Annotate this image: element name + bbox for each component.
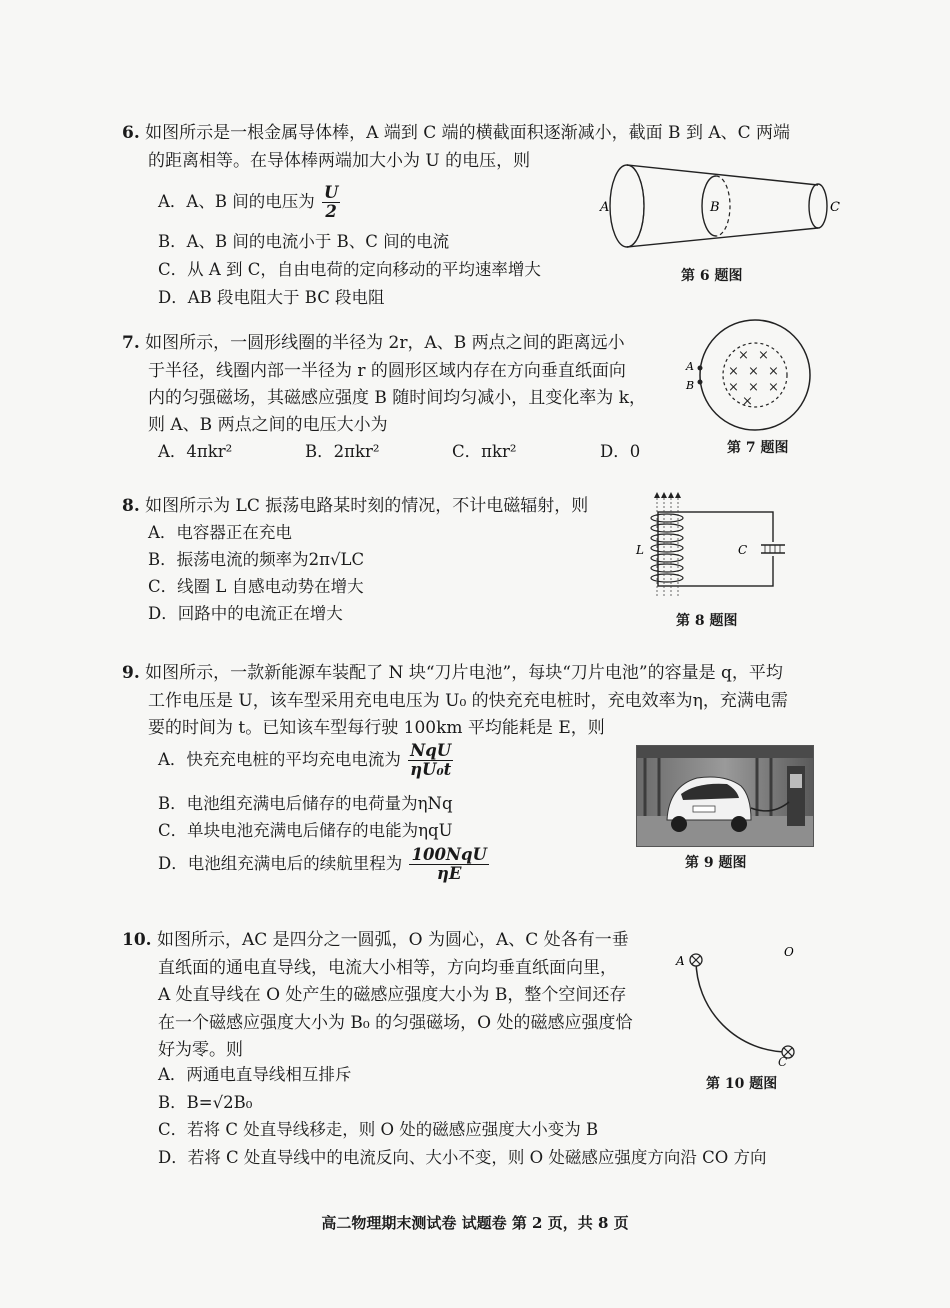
q6-option-a-text: A．A、B 间的电压为 <box>158 192 315 211</box>
q7-cross: × <box>758 348 769 363</box>
q6-bottom-edge <box>627 228 818 247</box>
q8-lc-circuit-figure <box>630 490 790 605</box>
q9-option-d-text: D．电池组充满电后的续航里程为 <box>158 854 403 873</box>
q7-label-b: B <box>686 379 695 392</box>
q9-option-a <box>158 742 453 779</box>
q7-option-c: C．πkr² <box>452 442 517 461</box>
q10-stem-line2: 直纸面的通电直导线，电流大小相等，方向均垂直纸面向里， <box>158 958 617 978</box>
q6-top-edge <box>627 165 818 185</box>
q6-fraction-denominator: 2 <box>325 202 337 221</box>
q7-cross: × <box>768 364 779 379</box>
q8-caption: 第 8 题图 <box>676 613 738 629</box>
q7-cross: × <box>742 394 753 409</box>
q6-stem-line2: 的距离相等。在导体棒两端加大小为 U 的电压，则 <box>148 151 531 171</box>
q9-stem-line2: 工作电压是 U，该车型采用充电电压为 U₀ 的快充充电桩时，充电效率为η，充满电需 <box>148 691 788 711</box>
q7-cross: × <box>738 348 749 363</box>
q7-stem-line3: 内的匀强磁场，其磁感应强度 B 随时间均匀减小，且变化率为 k， <box>148 388 647 408</box>
q7-cross: × <box>748 380 759 395</box>
q10-stem-line4: 在一个磁感应强度大小为 B₀ 的匀强磁场，O 处的磁感应强度恰 <box>158 1013 633 1033</box>
q6-end-a-ellipse <box>610 165 644 247</box>
q7-option-d: D．0 <box>600 442 641 461</box>
q6-end-a-dashed <box>627 165 644 247</box>
q7-stem-line1 <box>122 332 625 354</box>
q8-option-c: C．线圈 L 自感电动势在增大 <box>148 577 364 596</box>
q9-a-numerator: NqU <box>410 741 452 760</box>
q9-caption: 第 9 题图 <box>685 855 747 871</box>
q7-cross: × <box>728 364 739 379</box>
q8-option-a: A．电容器正在充电 <box>148 523 292 542</box>
q8-label-l: L <box>636 543 644 557</box>
q10-option-a: A．两通电直导线相互排斥 <box>158 1065 352 1084</box>
q8-option-d: D．回路中的电流正在增大 <box>148 604 343 623</box>
q9-option-d-fraction <box>409 846 488 883</box>
q8-number: 8. <box>122 496 140 516</box>
q7-stem-line4: 则 A、B 两点之间的电压大小为 <box>148 415 388 435</box>
q10-option-b: B．B=√2B₀ <box>158 1093 253 1112</box>
q6-option-d: D．AB 段电阻大于 BC 段电阻 <box>158 288 385 307</box>
q10-label-a: A <box>676 954 685 968</box>
q10-stem-line3: A 处直导线在 O 处产生的磁感应强度大小为 B，整个空间还存 <box>158 985 627 1005</box>
q7-number: 7. <box>122 333 140 353</box>
q10-stem-line1 <box>122 929 629 951</box>
q9-option-b: B．电池组充满电后储存的电荷量为ηNq <box>158 794 453 813</box>
q9-a-denominator: ηU₀t <box>410 760 452 779</box>
q9-number: 9. <box>122 663 140 683</box>
q7-caption: 第 7 题图 <box>727 440 789 456</box>
q10-stem-line5: 好为零。则 <box>158 1040 243 1060</box>
q10-number: 10. <box>122 930 152 950</box>
q8-field-arrows <box>654 492 681 498</box>
q9-car-illustration <box>637 746 813 846</box>
q7-cross: × <box>768 380 779 395</box>
q7-stem-line2: 于半径，线圈内部一半径为 r 的圆形区域内存在方向垂直纸面向 <box>148 361 626 381</box>
page-footer: 高二物理期末测试卷 试题卷 第 2 页，共 8 页 <box>321 1214 629 1232</box>
q8-option-b: B．振荡电流的频率为2π√LC <box>148 550 365 569</box>
q6-option-a-fraction <box>322 184 340 221</box>
q7-field-crosses <box>728 348 779 409</box>
q8-label-c: C <box>738 543 748 557</box>
q10-quarter-arc <box>696 960 788 1052</box>
q7-cross: × <box>728 380 739 395</box>
q7-point-b <box>698 380 703 385</box>
q10-label-c: C <box>778 1055 788 1069</box>
q8-stem-line1 <box>122 495 588 517</box>
q6-end-c-ellipse <box>809 184 827 228</box>
q10-stem1-text: 如图所示，AC 是四分之一圆弧，O 为圆心，A、C 处各有一垂 <box>156 930 629 950</box>
q8-stem1-text: 如图所示为 LC 振荡电路某时刻的情况，不计电磁辐射，则 <box>145 496 589 516</box>
q9-car-photo <box>636 745 814 847</box>
q7-point-a <box>698 366 703 371</box>
q10-caption: 第 10 题图 <box>706 1076 778 1092</box>
q9-d-numerator: 100NqU <box>411 845 487 864</box>
q6-fraction-numerator: U <box>323 183 339 202</box>
q9-option-a-text: A．快充充电桩的平均充电电流为 <box>158 750 401 769</box>
q10-label-o: O <box>784 945 794 959</box>
q10-arc-figure <box>670 940 810 1060</box>
q7-label-a: A <box>686 360 694 373</box>
q9-d-denominator: ηE <box>436 864 462 883</box>
q6-caption: 第 6 题图 <box>681 268 743 284</box>
q9-option-d <box>158 846 489 883</box>
q6-label-b: B <box>710 200 720 215</box>
q6-stem-line1 <box>122 122 790 144</box>
q6-option-a <box>158 184 340 221</box>
q10-option-c: C．若将 C 处直导线移走，则 O 处的磁感应强度大小变为 B <box>158 1120 599 1139</box>
q9-stem1-text: 如图所示，一款新能源车装配了 N 块“刀片电池”，每块“刀片电池”的容量是 q，平均 <box>145 663 783 683</box>
q6-number: 6. <box>122 123 140 143</box>
q7-stem1-text: 如图所示，一圆形线圈的半径为 2r，A、B 两点之间的距离远小 <box>145 333 625 353</box>
q6-stem1-text: 如图所示是一根金属导体棒，A 端到 C 端的横截面积逐渐减小，截面 B 到 A、C 两端 <box>145 123 791 143</box>
q10-option-d: D．若将 C 处直导线中的电流反向、大小不变，则 O 处磁感应强度方向沿 CO 方向 <box>158 1148 767 1167</box>
q9-option-a-fraction <box>408 742 453 779</box>
q6-conductor-figure <box>592 158 842 258</box>
q7-coil-figure <box>680 315 840 435</box>
q9-stem-line1 <box>122 662 783 684</box>
q7-option-a: A．4πkr² <box>158 442 233 461</box>
q7-option-b: B．2πkr² <box>305 442 380 461</box>
q6-label-c: C <box>830 200 840 215</box>
q9-stem-line3: 要的时间为 t。已知该车型每行驶 100km 平均能耗是 E，则 <box>148 718 605 738</box>
q6-option-c: C．从 A 到 C，自由电荷的定向移动的平均速率增大 <box>158 260 541 279</box>
q9-option-c: C．单块电池充满电后储存的电能为ηqU <box>158 821 453 840</box>
q7-cross: × <box>748 364 759 379</box>
q6-option-b: B．A、B 间的电流小于 B、C 间的电流 <box>158 232 450 251</box>
q6-label-a: A <box>600 200 610 215</box>
